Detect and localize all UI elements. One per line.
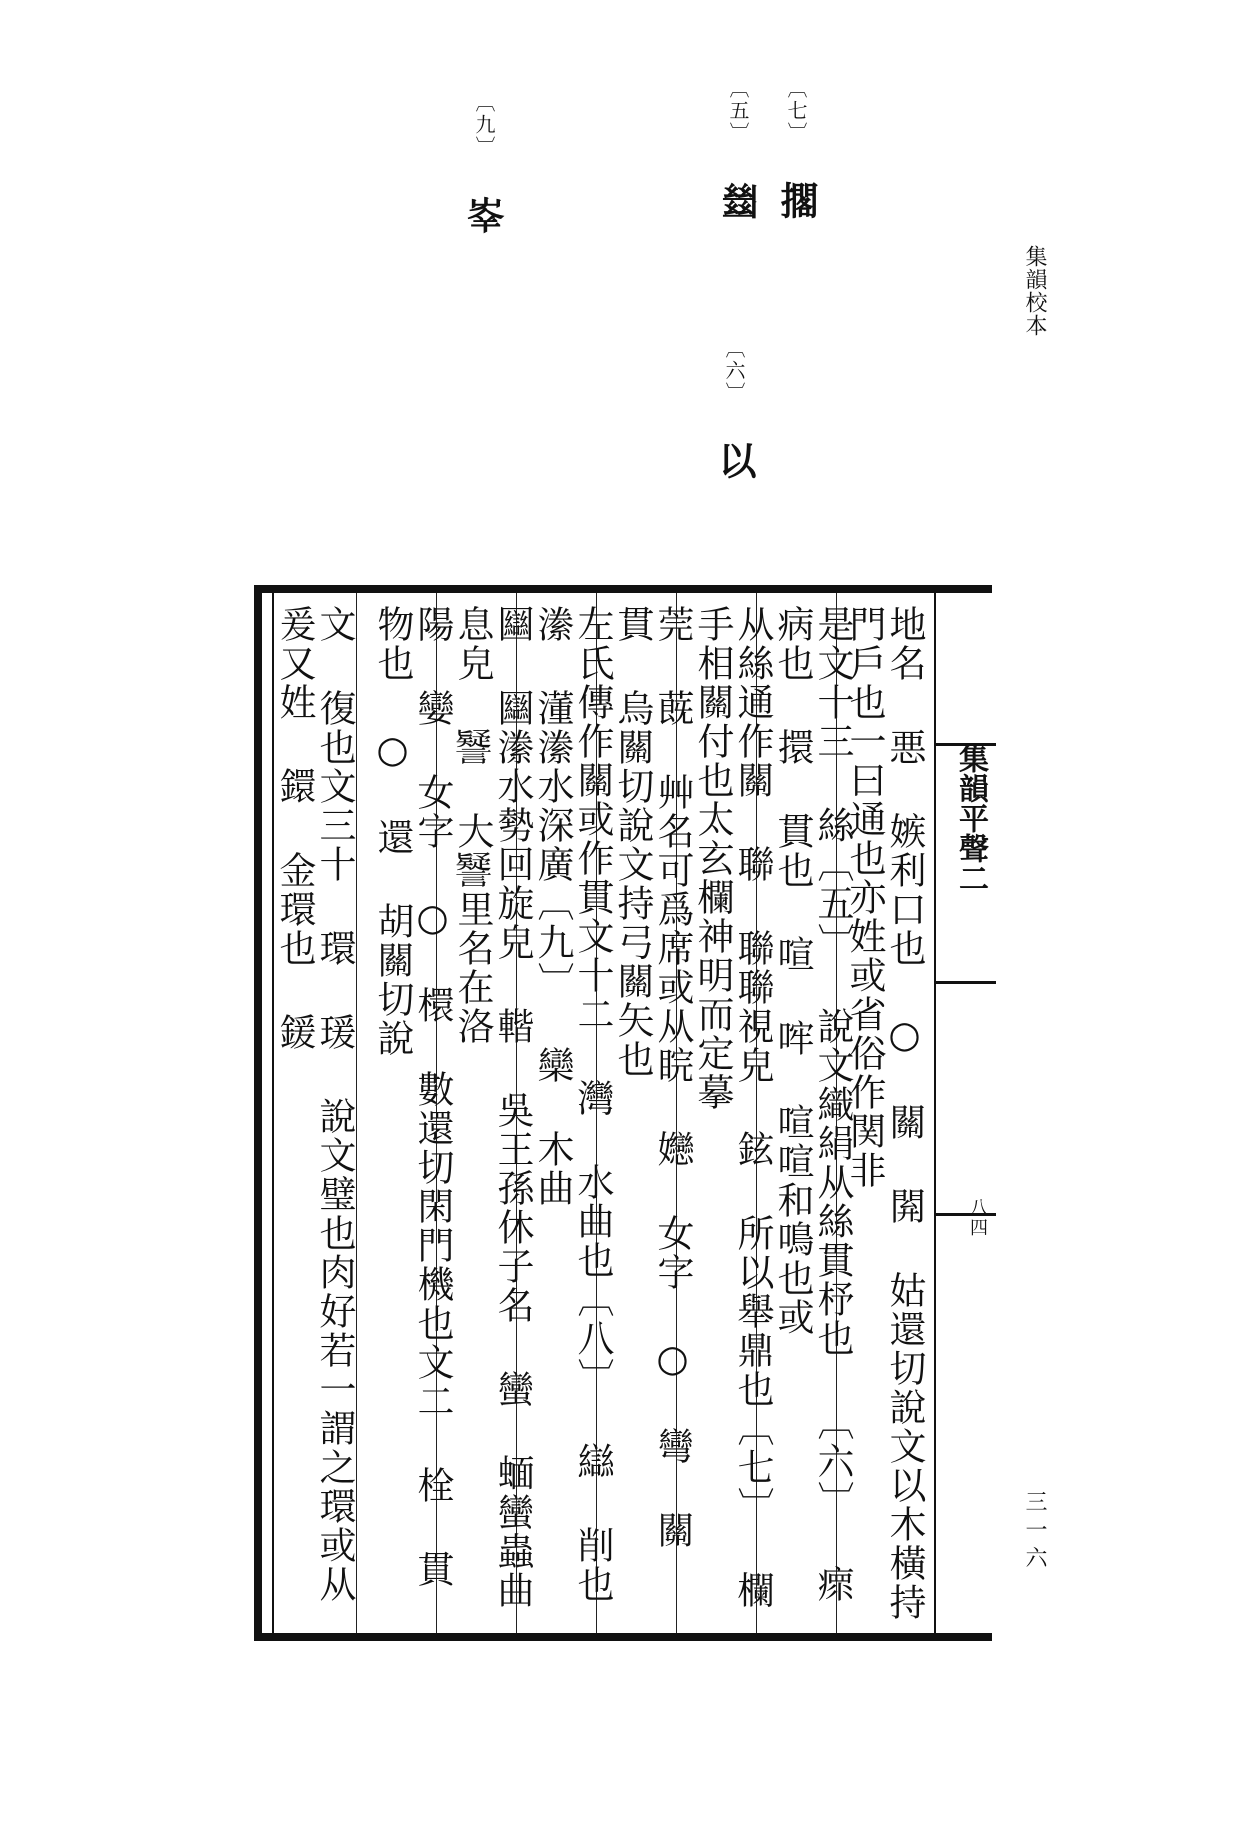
fish-tail-band <box>936 981 996 984</box>
page-number: 三一六 <box>1022 1490 1047 1574</box>
woodblock-page <box>254 585 992 1641</box>
text-column-3: 从絲通作關 聯 聯聯視皃 鉉 所以舉鼎也〔七〕 欄 手相關付也太玄欄神明而定摹 <box>691 605 774 1610</box>
note-char: 擱 <box>774 181 819 221</box>
note-mark: 〔七〕 <box>784 78 808 144</box>
collation-note-9 <box>461 92 508 235</box>
block-center-title: 集韻平聲二 <box>953 743 988 893</box>
text-column-4: 莞 蔇 艸名可爲席或从睆 㜻 女字 ○ 彎 關 貫 烏關切說文持弓關矢也 <box>611 605 694 1550</box>
note-mark: 〔九〕 <box>472 92 496 158</box>
note-mark: 〔五〕 <box>726 78 750 144</box>
collation-note-5 <box>715 78 762 221</box>
note-mark: 〔六〕 <box>722 338 746 404</box>
text-column-2: 是文十三 絲〔五〕 說文織絹从絲貫杼也 〔六〕 瘝 病也 擐 貫也 喧 哰 喧喧和鳴也或 <box>771 605 854 1604</box>
note-char: 𡴖 <box>462 195 507 235</box>
collation-note-7 <box>769 78 824 221</box>
text-column-1: 地名 悪 嫉利口也 ○ 關 閞 姑還切說文以木橫持門戶也一曰通也亦姓或省俗作関非 <box>843 605 926 1622</box>
text-column-5: 左氏傳作關或作貫文十二 灣 水曲也〔八〕 䜌 削也 潫 𣿅潫水深廣〔九〕 欒 木曲 <box>531 605 614 1604</box>
text-column-7: 陽 孌 女字 ○ 檈 數還切閑門機也文二 栓 貫物也 ○ 還 胡關切說 <box>371 605 454 1589</box>
block-center-strip <box>934 593 996 1633</box>
running-header-title: 集韻校本 <box>1022 245 1047 337</box>
column-rule <box>356 593 357 1633</box>
block-center-page: 八四 <box>967 1198 988 1238</box>
note-char: 𢇍 <box>716 181 761 221</box>
note-char: 以 <box>712 441 757 481</box>
text-column-8: 文 復也文三十 環 瑗 說文璧也肉好若一謂之環或从爰又姓 鐶 金環也 鍰 <box>273 605 356 1604</box>
collation-note-6 <box>707 338 762 481</box>
text-column-6: 圝 圝潫水勢回旋皃 䡡 吳王孫休子名 蠻 蝒蠻蟲曲息皃 𧭐 大𧭐里名在洛 <box>451 605 534 1610</box>
